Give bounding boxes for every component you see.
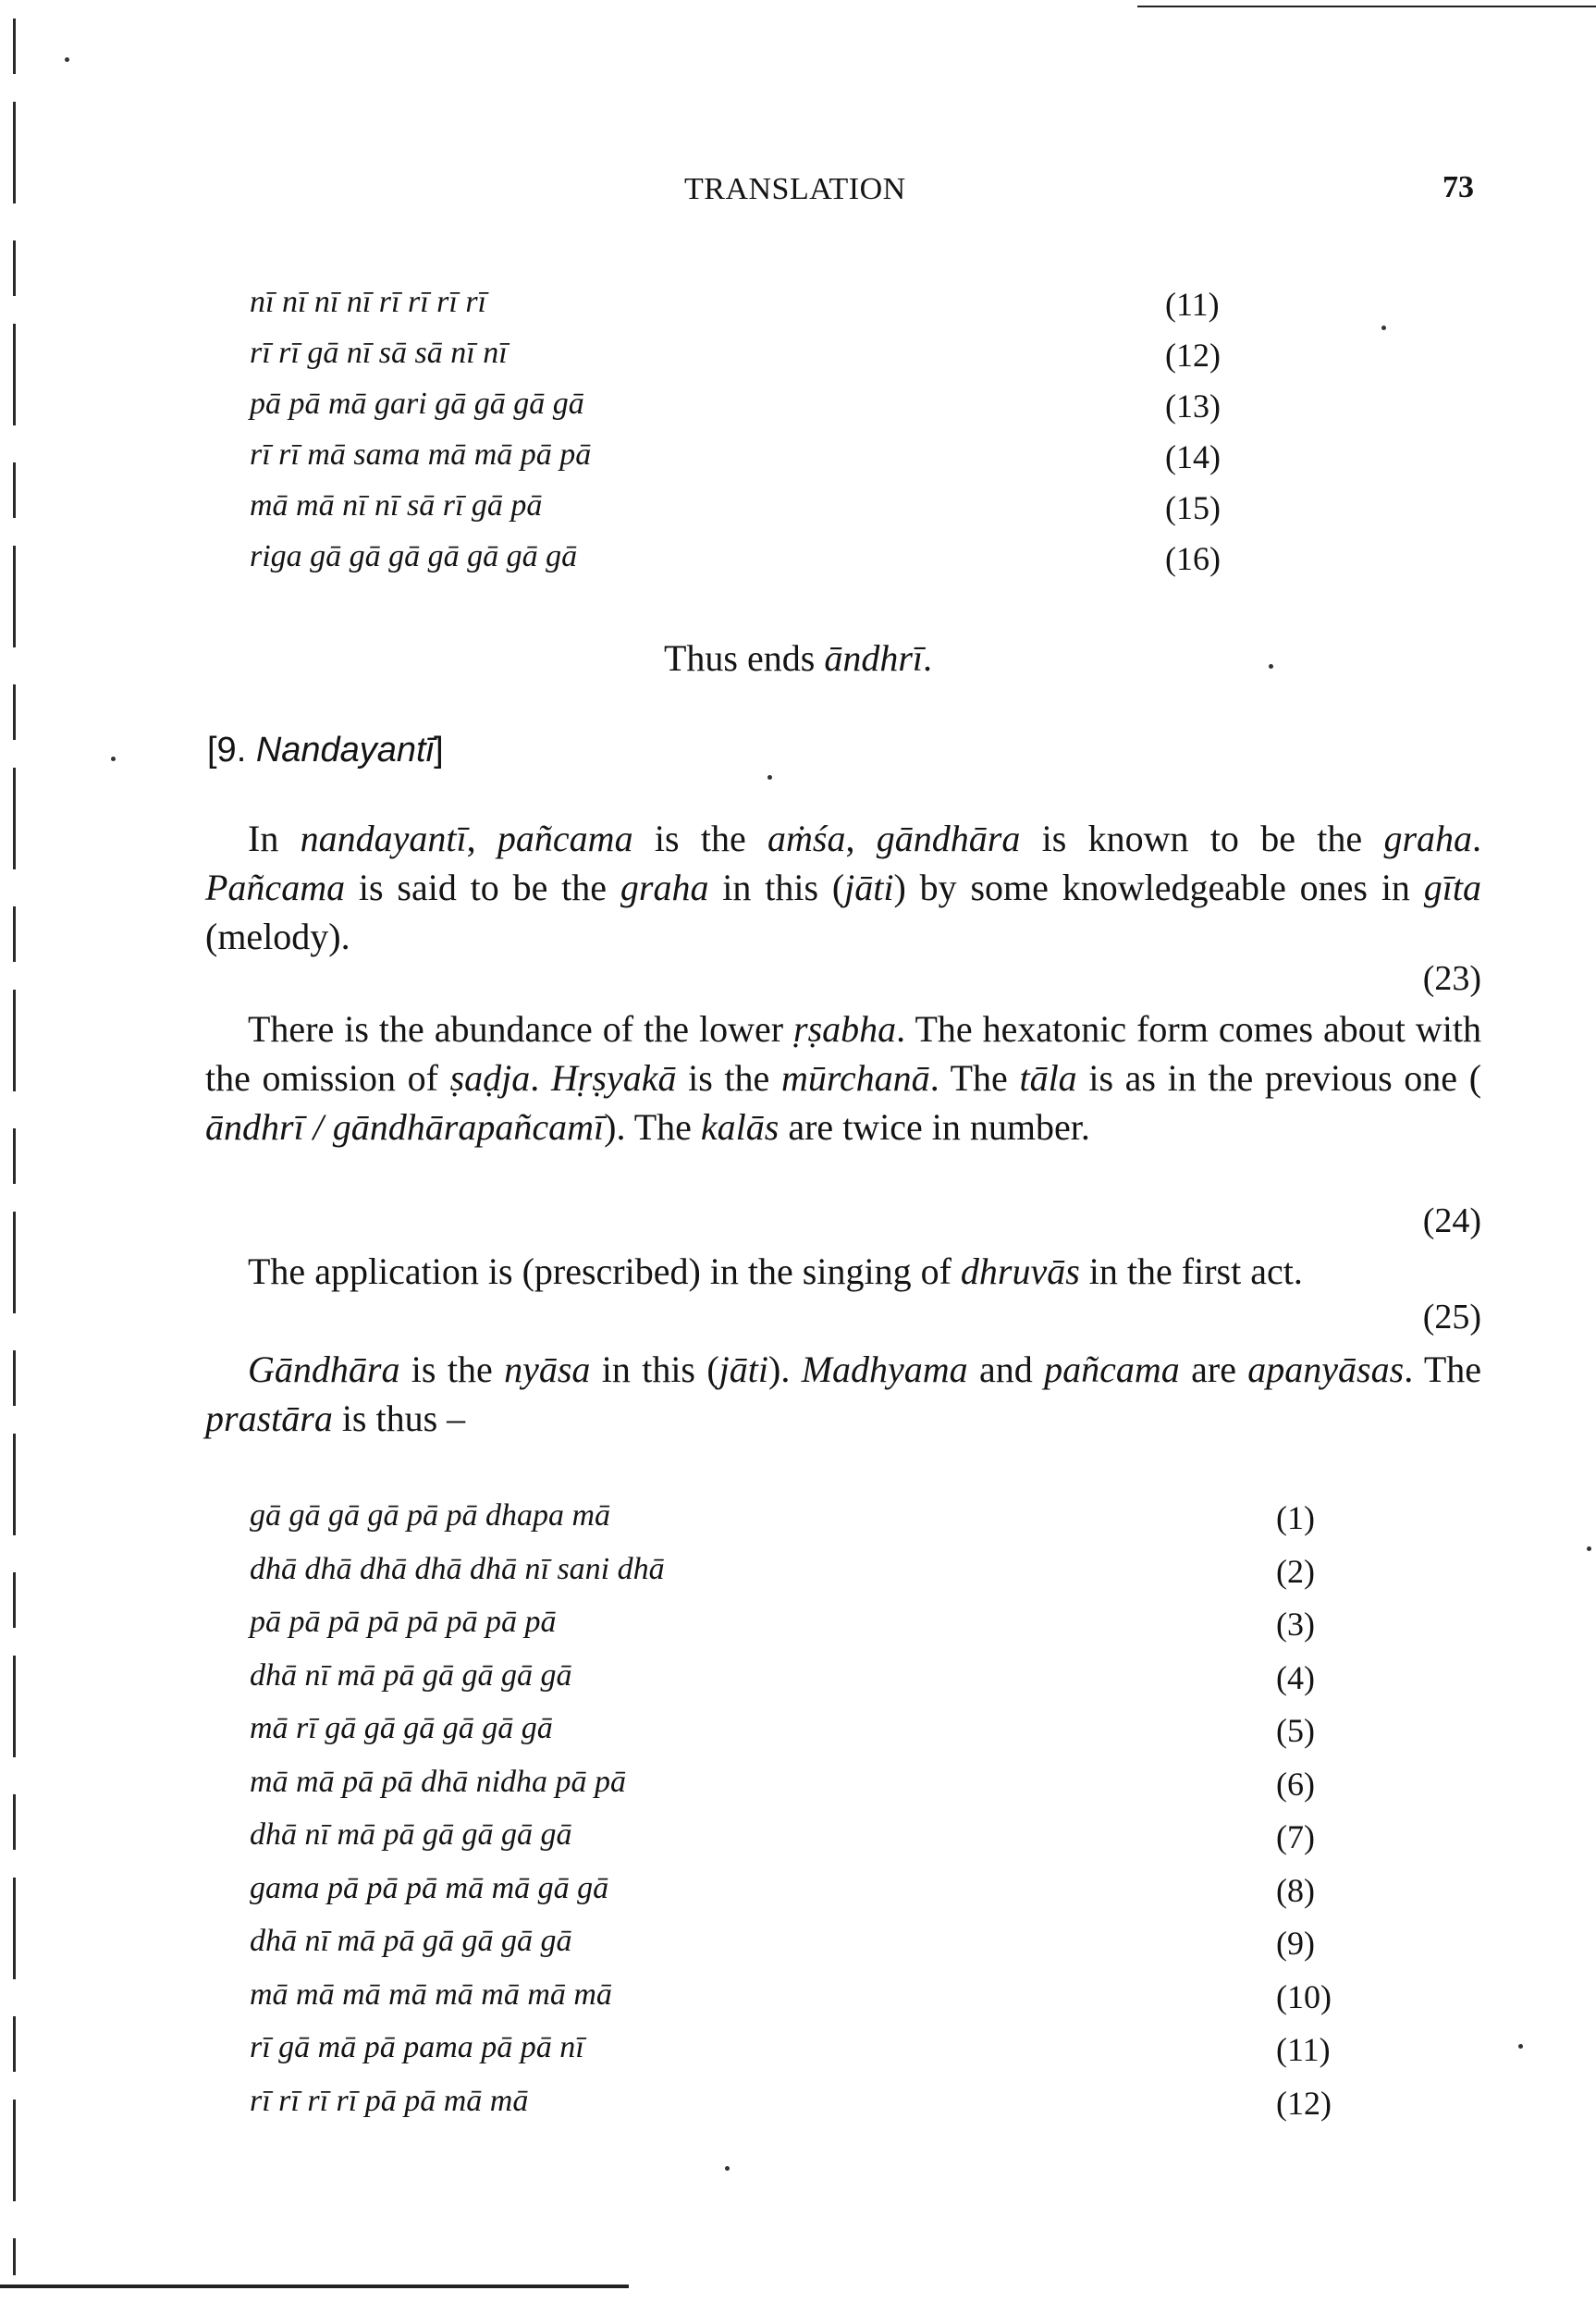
verse-number: (25) — [1422, 1298, 1481, 1336]
scan-border-bottom — [0, 2285, 629, 2288]
notation-text: rī rī rī rī pā pā mā mā — [250, 2083, 529, 2118]
scan-speck — [65, 57, 69, 62]
line-number: (7) — [1276, 1818, 1315, 1855]
scan-speck — [111, 757, 116, 761]
notation-line — [250, 1658, 1341, 1712]
heading-prefix: [9. — [207, 731, 256, 770]
paragraph-verse-25: The application is (prescribed) in the singing of dhruvās in the first act. — [248, 1250, 1303, 1292]
scan-speck — [725, 2166, 730, 2171]
line-number: (12) — [1276, 2084, 1332, 2122]
line-number: (6) — [1276, 1765, 1315, 1803]
line-number: (4) — [1276, 1658, 1315, 1696]
line-number: (11) — [1276, 2031, 1331, 2068]
paragraph-verse-24: There is the abundance of the lower ṛṣabha. The hexatonic form comes about with the omission of ṣaḍja. Hṛṣyakā is the mūrchanā. The tāla is as in the previous one ( āndhrī / gāndhārapañcamī). The kalās are twice in number. — [205, 1008, 1482, 1148]
verse-number: (24) — [1422, 1201, 1481, 1240]
notation-line — [250, 1977, 1341, 2031]
end-note-name: āndhrī — [824, 637, 923, 679]
line-number: (9) — [1276, 1925, 1315, 1962]
notation-line — [250, 2030, 1341, 2084]
notation-text: mā rī gā gā gā gā gā gā — [250, 1711, 553, 1745]
scan-speck — [1587, 1546, 1591, 1551]
notation-text: mā mā pā pā dhā nidha pā pā — [250, 1764, 627, 1799]
notation-line — [250, 1924, 1341, 1977]
end-note-prefix: Thus ends — [663, 637, 825, 679]
notation-line — [250, 1765, 1341, 1818]
notation-block-andhri — [250, 285, 1341, 590]
heading-name: Nandayantī — [255, 731, 435, 770]
heading-suffix: ] — [434, 731, 444, 770]
line-number: (15) — [1165, 489, 1221, 526]
line-number: (5) — [1276, 1712, 1315, 1749]
notation-text: pā pā mā gari gā gā gā gā — [250, 387, 584, 421]
notation-text: pā pā pā pā pā pā pā pā — [250, 1605, 557, 1639]
line-number: (10) — [1276, 1977, 1332, 2015]
running-head: TRANSLATION — [684, 172, 906, 206]
notation-text: dhā nī mā pā gā gā gā gā — [250, 1924, 572, 1958]
notation-line — [250, 2084, 1341, 2137]
notation-line — [250, 387, 1341, 437]
notation-text: riga gā gā gā gā gā gā gā — [250, 539, 578, 573]
notation-text: rī rī gā nī sā sā nī nī — [250, 336, 508, 370]
notation-line — [250, 488, 1341, 539]
line-number: (12) — [1165, 337, 1221, 374]
line-number: (3) — [1276, 1606, 1315, 1643]
notation-text: mā mā mā mā mā mā mā mā — [250, 1977, 612, 2012]
notation-line — [250, 1605, 1341, 1658]
paragraph-prastara-intro: Gāndhāra is the nyāsa in this (jāti). Madhyama and pañcama are apanyāsas. The prastāra is thus – — [205, 1349, 1482, 1439]
notation-line — [250, 285, 1341, 336]
notation-text: dhā nī mā pā gā gā gā gā — [250, 1817, 572, 1852]
notation-line — [250, 437, 1341, 488]
notation-line — [250, 1498, 1341, 1552]
scan-border-top — [1137, 6, 1596, 7]
line-number: (13) — [1165, 388, 1221, 425]
verse-number: (23) — [1422, 959, 1481, 998]
scan-border-left — [13, 18, 16, 2275]
notation-text: gā gā gā gā pā pā dhapa mā — [250, 1498, 611, 1533]
section-end-note — [0, 636, 1596, 680]
scan-speck — [1518, 2044, 1523, 2049]
scan-speck — [1381, 326, 1386, 330]
notation-line — [250, 1711, 1341, 1765]
line-number: (2) — [1276, 1552, 1315, 1590]
notation-line — [250, 336, 1341, 387]
line-number: (14) — [1165, 438, 1221, 475]
notation-text: nī nī nī nī rī rī rī rī — [250, 285, 486, 319]
notation-line — [250, 539, 1341, 590]
notation-line — [250, 1817, 1341, 1871]
section-heading — [207, 731, 444, 770]
notation-text: rī gā mā pā pama pā pā nī — [250, 2030, 584, 2064]
line-number: (11) — [1165, 286, 1220, 323]
line-number: (1) — [1276, 1499, 1315, 1536]
notation-block-nandayanti — [250, 1498, 1341, 2137]
notation-text: dhā nī mā pā gā gā gā gā — [250, 1657, 572, 1693]
notation-line — [250, 1552, 1341, 1606]
notation-text: gama pā pā pā mā mā gā gā — [250, 1870, 609, 1905]
line-number: (8) — [1276, 1871, 1315, 1909]
notation-text: dhā dhā dhā dhā dhā nī sani dhā — [250, 1551, 665, 1586]
page-number: 73 — [1443, 170, 1474, 204]
paragraph-verse-23: In nandayantī, pañcama is the aṁśa, gāndhāra is known to be the graha. Pañcama is said to be the graha in this (jāti) by some knowledgeable ones in gīta (melody). — [205, 818, 1482, 957]
line-number: (16) — [1165, 540, 1221, 577]
notation-text: mā mā nī nī sā rī gā pā — [250, 488, 543, 523]
notation-line — [250, 1871, 1341, 1925]
end-note-suffix: . — [923, 637, 932, 679]
notation-text: rī rī mā sama mā mā pā pā — [250, 437, 592, 472]
scan-speck — [767, 775, 772, 780]
